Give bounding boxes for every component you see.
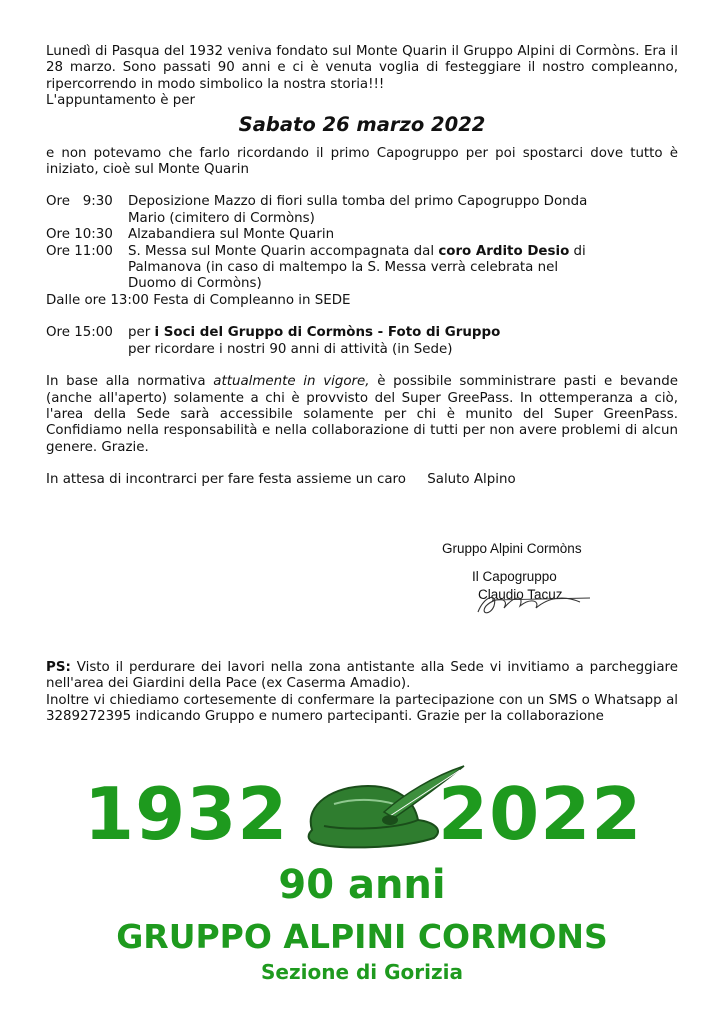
postscript [46,660,678,726]
rules-italic: attualmente in vigore, [213,374,370,390]
schedule-time: Ore 10:30 [46,227,113,243]
appointment-line: L'appuntamento è per [46,93,195,109]
year-start: 1932 [84,772,289,856]
anniversary-title: 90 anni [278,862,446,908]
event-date-headline: Sabato 26 marzo 2022 [238,112,486,136]
signature-org: Gruppo Alpini Cormòns [442,541,582,556]
signature-block [440,536,630,626]
schedule-item [46,244,678,260]
photo-item [46,325,678,341]
signature-role: Il Capogruppo [472,569,557,584]
after-headline-paragraph: e non potevamo che farlo ricordando il primo Capogruppo per poi spostarci dove tutto è iniziato, cioè sul Monte Quarin [46,145,678,178]
party-label: Dalle ore 13:00 [46,292,149,308]
ps-paragraph-1 [46,660,678,693]
schedule-desc: Deposizione Mazzo di fiori sulla tomba del primo Capogruppo Donda [128,194,588,210]
photo-desc-cont: per ricordare i nostri 90 anni di attività (in Sede) [128,341,453,357]
choir-name: coro Ardito Desio [438,243,570,259]
schedule-desc [128,244,678,260]
rules-text: è possibile somministrare pasti e bevande (anche all'aperto) solamente a chi è provvisto del Super GreePass. In ottemperanza a ciò, l'area della Sede sarà accessibile solamente per chi è munito del Super GreenPass. Confidiamo nella responsabilità e nella collaborazione di tutti per non avere problemi di alcun genere. Grazie. [46,374,678,455]
schedule-item [46,227,678,243]
schedule-time: Ore 9:30 [46,194,113,210]
ps-paragraph-2: Inoltre vi chiediamo cortesemente di confermare la partecipazione con un SMS o Whatsapp al 3289272395 indicando Gruppo e numero partecipanti. Grazie per la collaborazione [46,692,678,725]
ps-text: Visto il perdurare dei lavori nella zona antistante alla Sede vi invitiamo a parcheggiare nell'area dei Giardini della Pace (ex Caserma Amadio). [46,660,678,692]
closing-salute: Saluto Alpino [427,472,516,488]
party-text: Festa di Compleanno in SEDE [153,292,351,308]
schedule-desc: Alzabandiera sul Monte Quarin [128,227,335,243]
signature-name: Claudio Tacuz [478,587,563,602]
year-end: 2022 [438,772,643,856]
schedule-time: Ore 11:00 [46,243,113,259]
party-line [46,293,678,309]
photo-desc-text: per [128,325,155,341]
intro-paragraph: Lunedì di Pasqua del 1932 veniva fondato sul Monte Quarin il Gruppo Alpini di Cormòns. Era il 28 marzo. Sono passati 90 anni e ci è venuta voglia di festeggiare il nostro compleanno, ripercorrendo in modo simbolico la nostra storia!!! [46,44,678,92]
schedule-desc-text: di [569,243,586,259]
ps-label: PS: [46,660,71,675]
schedule-desc-cont: Palmanova (in caso di maltempo la S. Messa verrà celebrata nel [128,260,559,276]
photo-desc-bold: i Soci del Gruppo di Cormòns - Foto di Gruppo [154,325,501,341]
photo-time: Ore 15:00 [46,325,113,341]
closing-text: In attesa di incontrarci per fare festa assieme un caro [46,472,406,488]
schedule-desc-cont: Duomo di Cormòns) [128,276,262,292]
letter-body [46,44,678,489]
closing-line [46,472,678,488]
schedule-item [46,194,678,210]
schedule-desc-text: S. Messa sul Monte Quarin accompagnata dal [128,243,439,259]
handwritten-signature-icon [440,536,630,626]
schedule [46,194,678,309]
section-name: Sezione di Gorizia [261,960,463,984]
photo-desc [128,325,678,341]
anniversary-banner [0,764,724,854]
group-name: GRUPPO ALPINI CORMONS [116,917,608,956]
rules-paragraph [46,374,678,456]
schedule-desc-cont: Mario (cimitero di Cormòns) [128,210,315,226]
rules-text: In base alla normativa [46,374,214,390]
